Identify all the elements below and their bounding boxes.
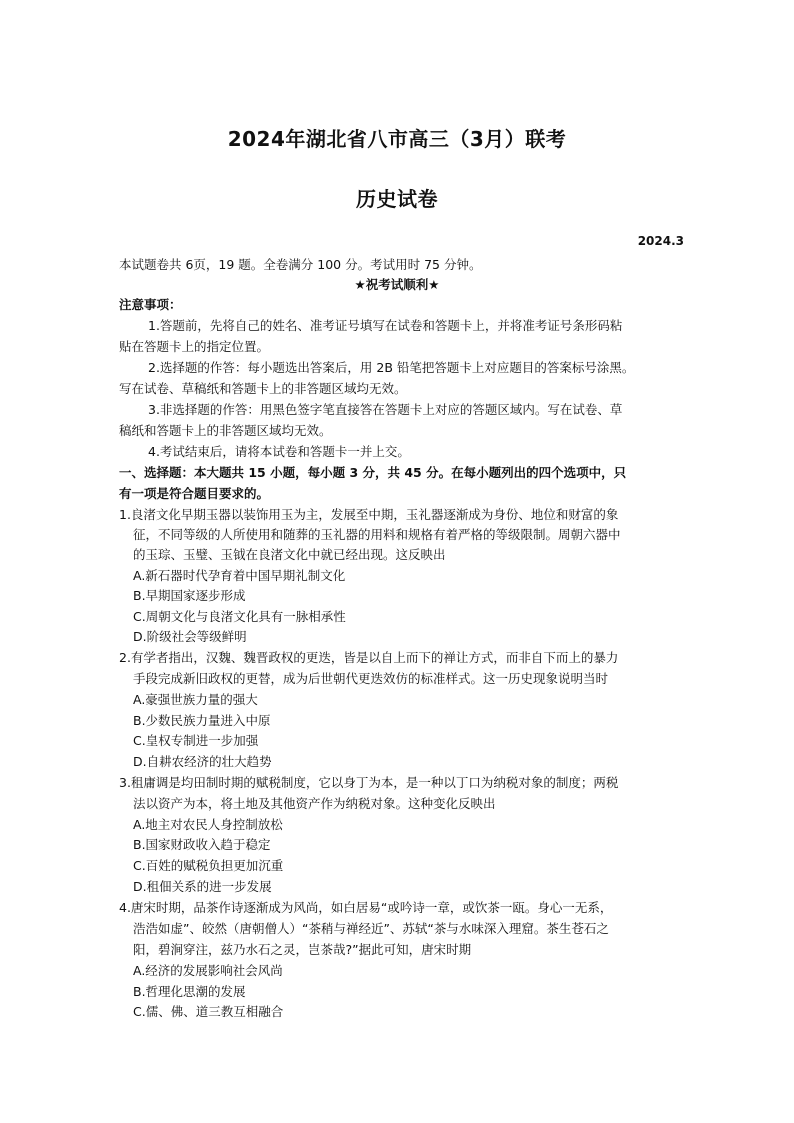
question-2-option-c: C.皇权专制进一步加强	[133, 733, 259, 748]
notice-item-3-line-1: 3.非选择题的作答：用黑色签字笔直接答在答题卡上对应的答题区域内。写在试卷、草	[148, 402, 623, 417]
question-2-line-1: 2.有学者指出，汉魏、魏晋政权的更迭，皆是以自上而下的禅让方式，而非自下而上的暴力	[119, 650, 619, 665]
question-4-option-a: A.经济的发展影响社会风尚	[133, 963, 283, 978]
question-3-line-1: 3.租庸调是均田制时期的赋税制度，它以身丁为本，是一种以丁口为纳税对象的制度；两税	[119, 775, 619, 790]
section-heading-line-1: 一、选择题：本大题共 15 小题，每小题 3 分，共 45 分。在每小题列出的四个选项中，只	[119, 465, 627, 480]
question-3-option-c: C.百姓的赋税负担更加沉重	[133, 858, 284, 873]
question-2-option-d: D.自耕农经济的壮大趋势	[133, 754, 272, 769]
question-1-option-d: D.阶级社会等级鲜明	[133, 629, 247, 644]
question-3-option-a: A.地主对农民人身控制放松	[133, 817, 283, 832]
question-3-option-d: D.租佃关系的进一步发展	[133, 879, 272, 894]
notice-item-1-line-1: 1.答题前，先将自己的姓名、准考证号填写在试卷和答题卡上，并将准考证号条形码粘	[148, 318, 623, 333]
exam-title: 2024年湖北省八市高三（3月）联考	[227, 127, 567, 151]
question-1-line-1: 1.良渚文化早期玉器以装饰用玉为主，发展至中期，玉礼器逐渐成为身份、地位和财富的象	[119, 507, 619, 522]
question-4-line-3: 阳，碧涧穿注，兹乃水石之灵，岂茶哉?”据此可知，唐宋时期	[133, 942, 472, 957]
question-1-option-a: A.新石器时代孕育着中国早期礼制文化	[133, 568, 346, 583]
notice-item-3-line-2: 稿纸和答题卡上的非答题区域均无效。	[119, 423, 332, 438]
question-3-line-2: 法以资产为本，将土地及其他资产作为纳税对象。这种变化反映出	[133, 796, 496, 811]
exam-intro: 本试题卷共 6页，19 题。全卷满分 100 分。考试用时 75 分钟。	[119, 257, 482, 272]
question-4-option-c: C.儒、佛、道三教互相融合	[133, 1004, 284, 1019]
question-3-option-b: B.国家财政收入趋于稳定	[133, 837, 271, 852]
notice-item-2-line-1: 2.选择题的作答：每小题选出答案后，用 2B 铅笔把答题卡上对应题目的答案标号涂黑。	[148, 360, 635, 375]
question-4-line-1: 4.唐宋时期，品茶作诗逐渐成为风尚，如白居易“或吟诗一章，或饮茶一瓯。身心一无系，	[119, 900, 613, 915]
question-2-line-2: 手段完成新旧政权的更替，成为后世朝代更迭效仿的标准样式。这一历史现象说明当时	[133, 671, 609, 686]
question-1-line-2: 征，不同等级的人所使用和随葬的玉礼器的用料和规格有着严格的等级限制。周朝六器中	[133, 527, 621, 542]
wish-line: ★祝考试顺利★	[354, 277, 440, 292]
question-4-line-2: 浩浩如虚”、皎然（唐朝僧人）“茶稍与禅经近”、苏轼“茶与水味深入理窟。茶生苍石之	[133, 921, 609, 936]
question-2-option-b: B.少数民族力量进入中原	[133, 713, 271, 728]
notice-item-1-line-2: 贴在答题卡上的指定位置。	[119, 339, 270, 354]
question-1-option-c: C.周朝文化与良渚文化具有一脉相承性	[133, 609, 346, 624]
question-4-option-b: B.哲理化思潮的发展	[133, 984, 246, 999]
exam-subtitle: 历史试卷	[356, 187, 438, 211]
question-2-option-a: A.豪强世族力量的强大	[133, 692, 258, 707]
notice-heading: 注意事项：	[119, 297, 182, 312]
exam-date: 2024.3	[637, 234, 684, 248]
section-heading-line-2: 有一项是符合题目要求的。	[119, 486, 270, 501]
question-1-option-b: B.早期国家逐步形成	[133, 588, 246, 603]
notice-item-2-line-2: 写在试卷、草稿纸和答题卡上的非答题区域均无效。	[119, 381, 407, 396]
question-1-line-3: 的玉琮、玉璧、玉钺在良渚文化中就已经出现。这反映出	[133, 547, 446, 562]
notice-item-4-line-1: 4.考试结束后，请将本试卷和答题卡一并上交。	[148, 444, 410, 459]
